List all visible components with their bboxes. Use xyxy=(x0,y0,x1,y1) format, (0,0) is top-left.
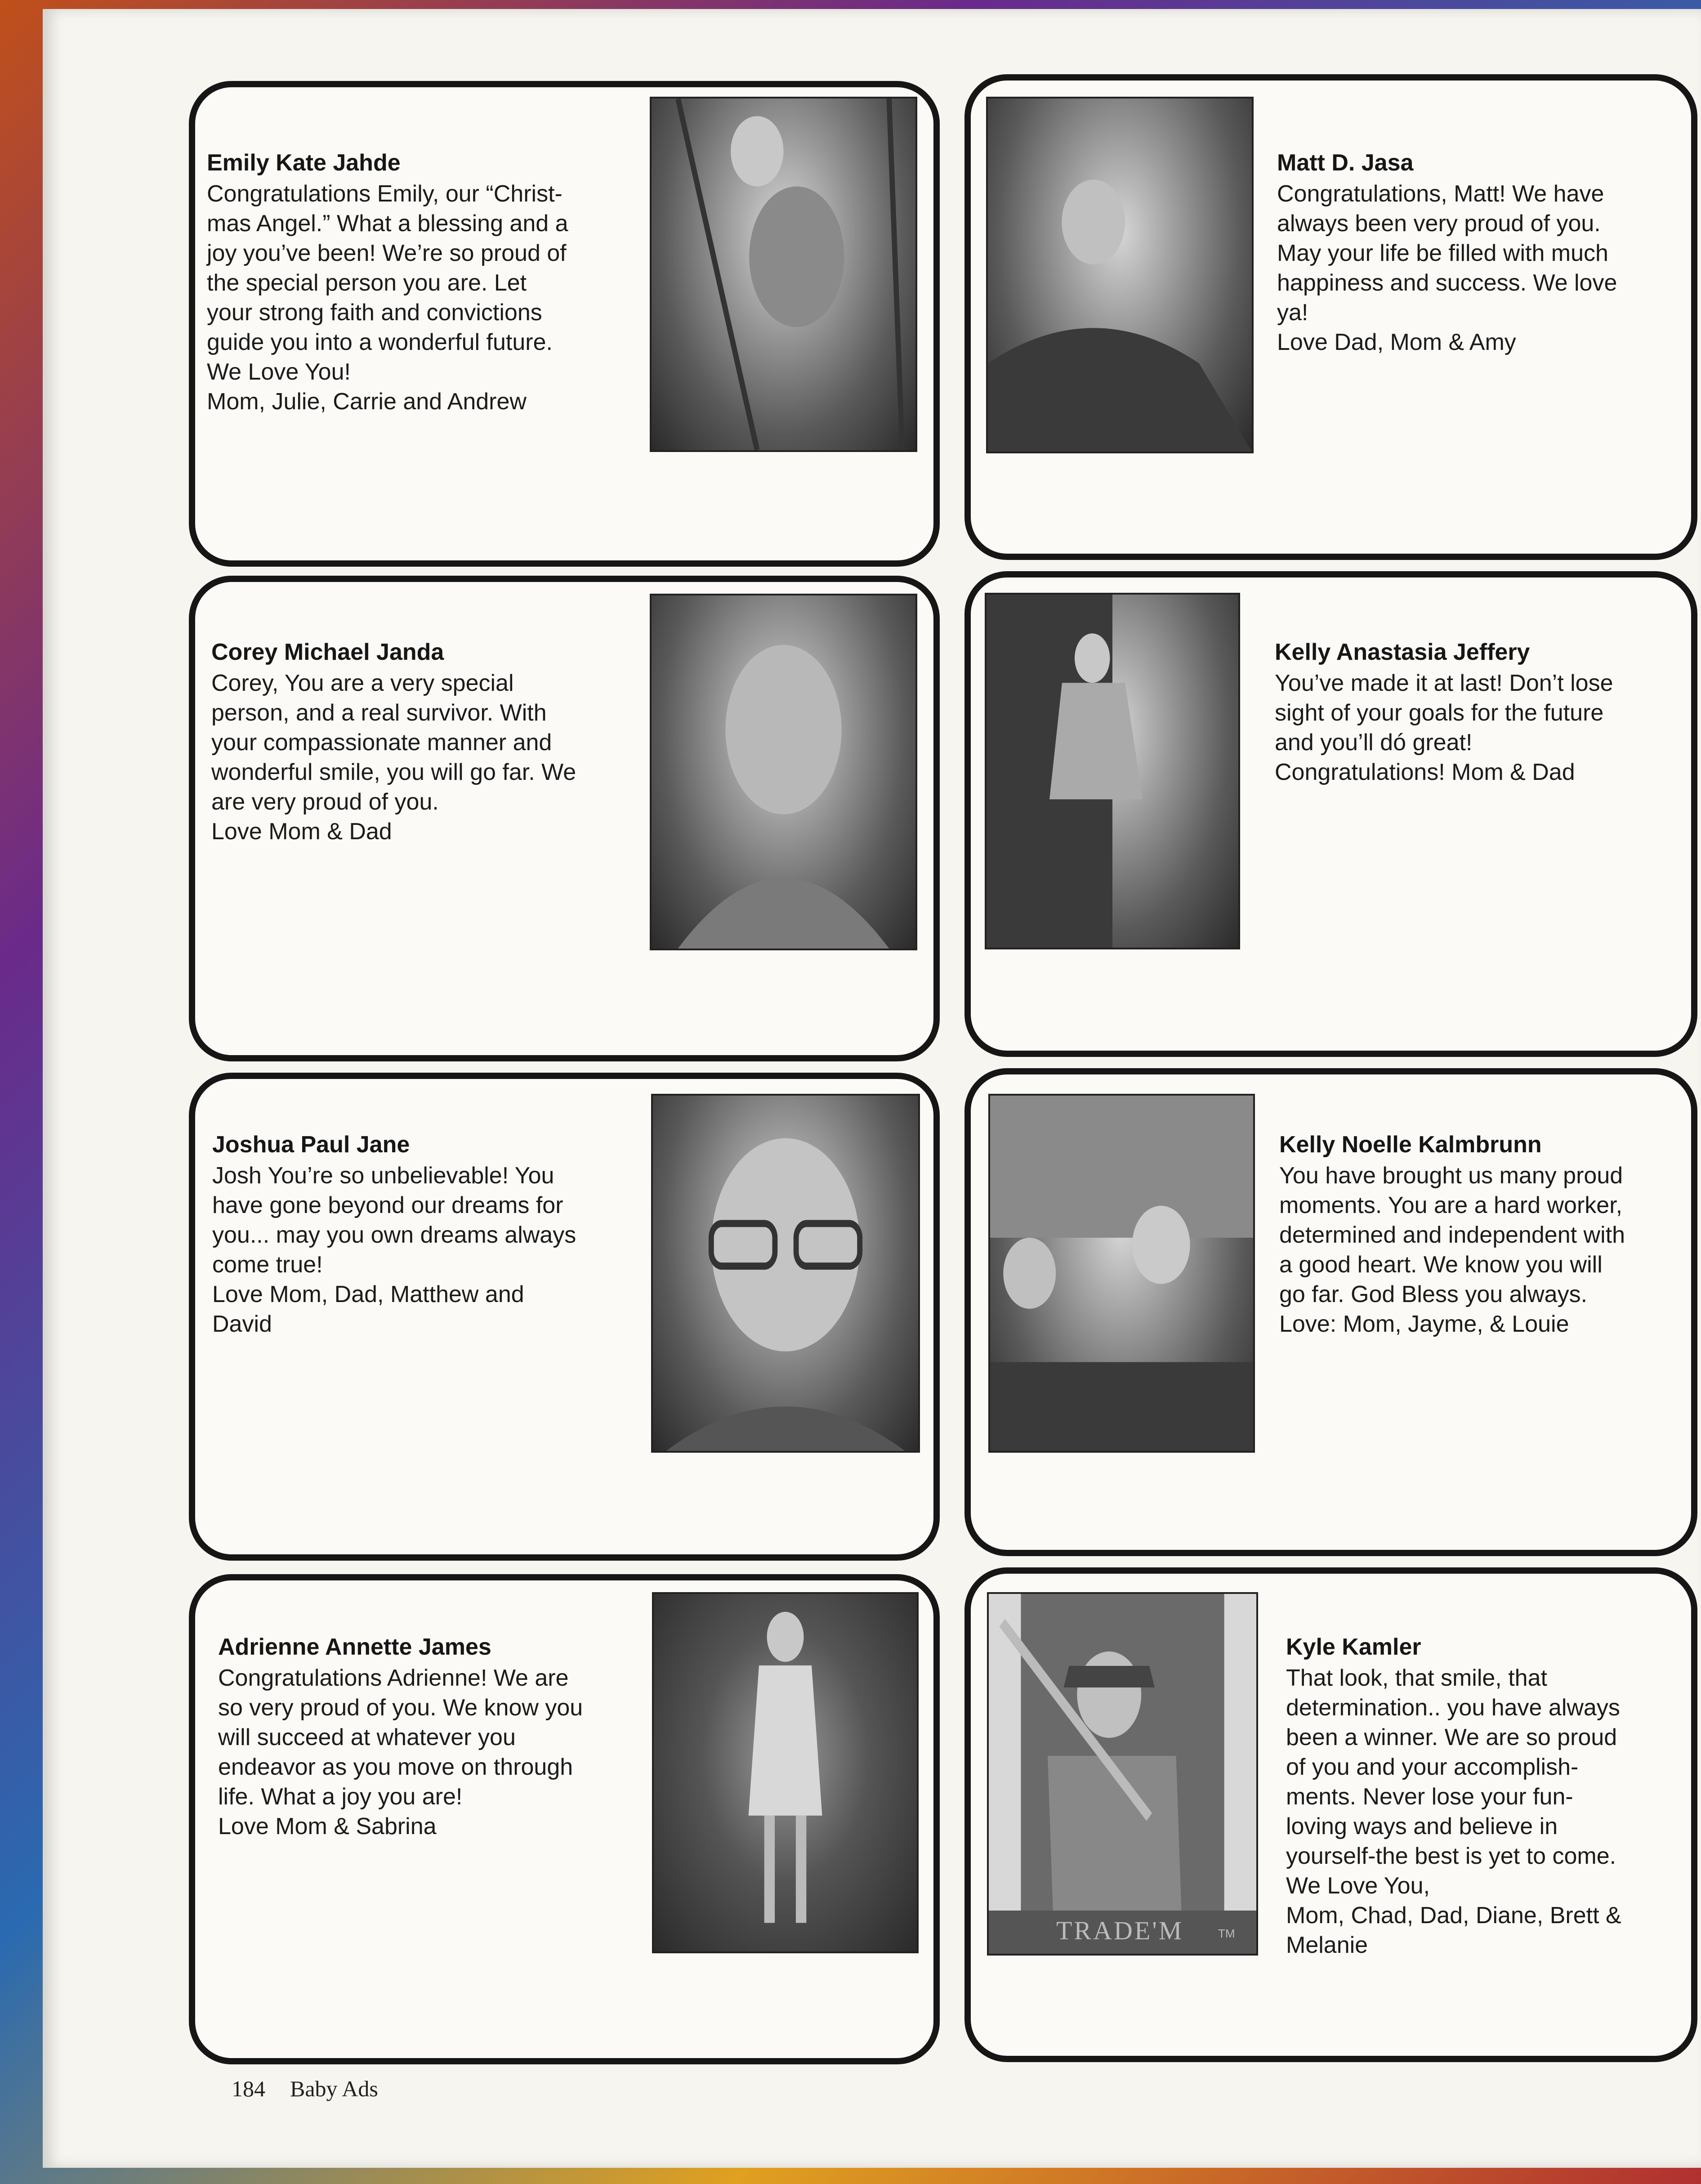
ad-message: Josh You’re so unbelievable! You have gone beyond our dreams for you... may you own dreams always come true! Love Mom, Dad, Matthew and David xyxy=(212,1163,576,1337)
two-girls-at-table-photo xyxy=(988,1094,1255,1453)
ad-name: Emily Kate Jahde xyxy=(207,150,401,176)
ad-name: Matt D. Jasa xyxy=(1277,150,1414,176)
ad-name: Kelly Noelle Kalmbrunn xyxy=(1279,1132,1542,1158)
ad-name: Adrienne Annette James xyxy=(218,1634,491,1660)
boy-with-glasses-photo xyxy=(651,1094,920,1453)
ad-message: Congratulations, Matt! We have always been very proud of you. May your life be filled with much happiness and success. We love ya! Love Dad, Mom & Amy xyxy=(1277,181,1617,355)
girl-in-dress-photo xyxy=(985,593,1240,949)
section-title: Baby Ads xyxy=(290,2076,378,2101)
baby-in-high-chair-photo xyxy=(650,97,917,452)
toddler-on-chair-photo xyxy=(986,97,1254,453)
ad-message: You’ve made it at last! Don’t lose sight of your goals for the future and you’ll dó great! Congratulations! Mom & Dad xyxy=(1275,670,1613,785)
ad-message: Corey, You are a very special person, and a real survivor. With your compassionate manner and wonderful smile, you will go far. We are very proud of you. Love Mom & Dad xyxy=(211,670,576,845)
page-number: 184 xyxy=(232,2076,265,2101)
page-footer xyxy=(232,2076,378,2102)
ad-message: Congratulations Adrienne! We are so very proud of you. We know you will succeed at whatever you endeavor as you move on through life. What a joy you are! Love Mom & Sabrina xyxy=(218,1665,583,1839)
card-tm-mark: TM xyxy=(1218,1927,1235,1940)
ad-name: Joshua Paul Jane xyxy=(212,1132,410,1158)
ad-message: Congratulations Emily, our “Christ- mas Angel.” What a blessing and a joy you’ve been! We’re so proud of the special person you are. Let your strong faith and convictions guide you into a wonderful future. We Love You! Mom, Julie, Carrie and Andrew xyxy=(207,181,568,415)
ad-message: That look, that smile, that determination.. you have always been a winner. We are so proud of you and your accomplish- ments. Never lose your fun- loving ways and believe in yourself-the best is yet to come. We Love You, Mom, Chad, Dad, Diane, Brett & Melanie xyxy=(1286,1665,1621,1958)
ad-name: Corey Michael Janda xyxy=(211,639,444,665)
girl-by-tree-photo xyxy=(652,1592,919,1953)
ad-message: You have brought us many proud moments. You are a hard worker, determined and independent with a good heart. We know you will go far. God Bless you always. Love: Mom, Jayme, & Louie xyxy=(1279,1163,1625,1337)
boy-portrait-photo xyxy=(650,594,917,950)
ad-name: Kelly Anastasia Jeffery xyxy=(1275,639,1530,665)
ad-name: Kyle Kamler xyxy=(1286,1634,1421,1660)
card-banner-text: TRADE'M xyxy=(1056,1916,1184,1945)
baseball-card-photo xyxy=(987,1592,1258,1956)
